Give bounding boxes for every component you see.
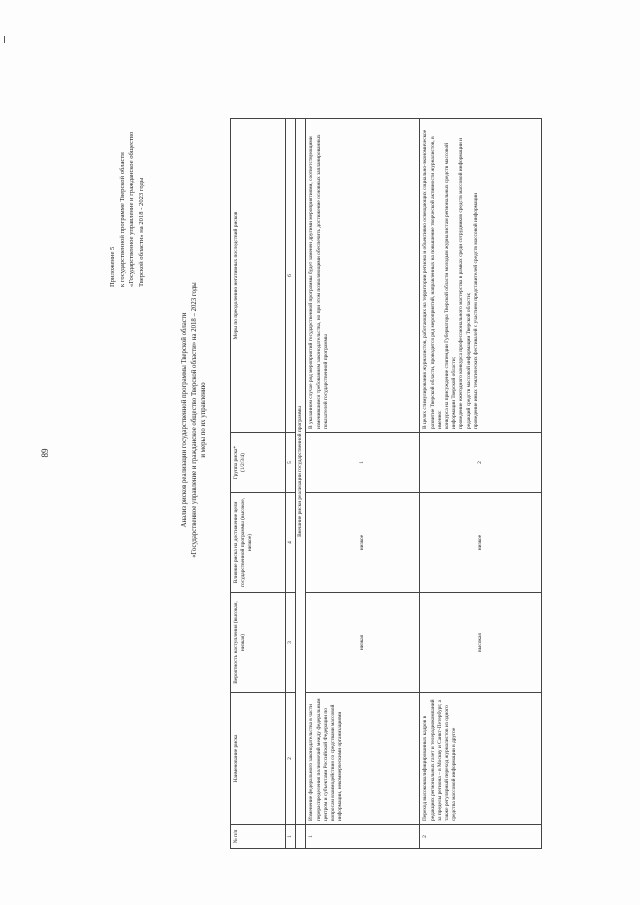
column-number-row (286, 119, 296, 849)
title-line-3: и меры по их управлению (200, 382, 208, 458)
section-title: Внешние риски реализации государственной программы (296, 119, 306, 825)
header-num: № п/п (231, 825, 286, 849)
row-impact: низкое (306, 493, 420, 593)
column-number: 5 (286, 433, 296, 493)
section-row (296, 119, 306, 849)
column-number: 3 (286, 593, 296, 693)
header-impact: Влияние риска на достижение цели государственной программы (высокое, низкое) (231, 493, 286, 593)
appendix-program-years: Тверской области» на 2018 - 2023 годы (137, 177, 145, 287)
header-probability: Вероятность наступления (высокая, низкая) (231, 593, 286, 693)
appendix-label: Приложение 5 (109, 246, 116, 287)
table-header-row (231, 119, 286, 849)
row-measures: В указанном случае ряд мероприятий государственной программы будет заменен другими мероприятиями, соответствующими изменившимся требованиям законодательства, но при этом позволяющими обеспечить достижение основных запланированных показателей государственной программы (306, 119, 420, 433)
column-number: 6 (286, 119, 296, 433)
risk-table (230, 118, 542, 849)
header-name: Наименование риска (231, 693, 286, 825)
title-line-1: Анализ рисков реализации государственной программы Тверской области (181, 312, 188, 528)
page-number: 89 (40, 448, 50, 458)
row-group: 1 (306, 433, 420, 493)
row-measures: В целях стимулирования журналистов, работающих на территории региона и объективно освещающих социально-экономическое развитие Тверской области, проводится ряд мероприятий, направленных на повышение творческой активности журналистов, в именно: конкурса на присуждение стипендии Губернатора Тверской области молодым журналистам региональных средств массовой информации Тверской области; проведение ежегодного конкурса профессионального мастерства в рамках среди сотрудников средств массовой информации и редакций средств массовой информации Тверской области; проведение иных тематических фестивалей с участием представителей средств массовой информации (420, 119, 542, 433)
title-line-2: «Государственное управление и гражданское общество Тверской области» на 2018 – 2023 годы (190, 282, 198, 558)
row-risk-name: Переход высококвалифицированных кадров в редакциях региональных газет и телерадиокомпаний за пределы региона – в Москву и Санкт-Петербург, а также регулярный переход журналистов из одного средства массовой информации в другое (420, 693, 542, 825)
row-num: 2 (420, 825, 542, 849)
column-number: 1 (286, 825, 296, 849)
header-group: Группа риска* (1/2/3/4) (231, 433, 286, 493)
header-measures: Меры по преодолению негативных последствий рисков (231, 119, 286, 433)
document-title (180, 185, 209, 655)
column-number: 4 (286, 493, 296, 593)
column-number: 2 (286, 693, 296, 825)
table-row (420, 119, 542, 849)
row-probability: высокая (420, 593, 542, 693)
row-risk-name: Изменение федерального законодательства в части перераспределения полномочий между федеральным центром и субъектами Российской Федерации по вопросам взаимодействия со средствами массовой информации, некоммерческими организациями (306, 693, 420, 825)
appendix-program: к государственной программе Тверской области (118, 152, 126, 287)
row-probability: низкая (306, 593, 420, 693)
appendix-program-name: «Государственное управление и гражданское общество (128, 131, 136, 287)
appendix-block (108, 0, 146, 287)
row-num: 1 (306, 825, 420, 849)
row-impact: низкое (420, 493, 542, 593)
table-row (306, 119, 420, 849)
row-group: 2 (420, 433, 542, 493)
